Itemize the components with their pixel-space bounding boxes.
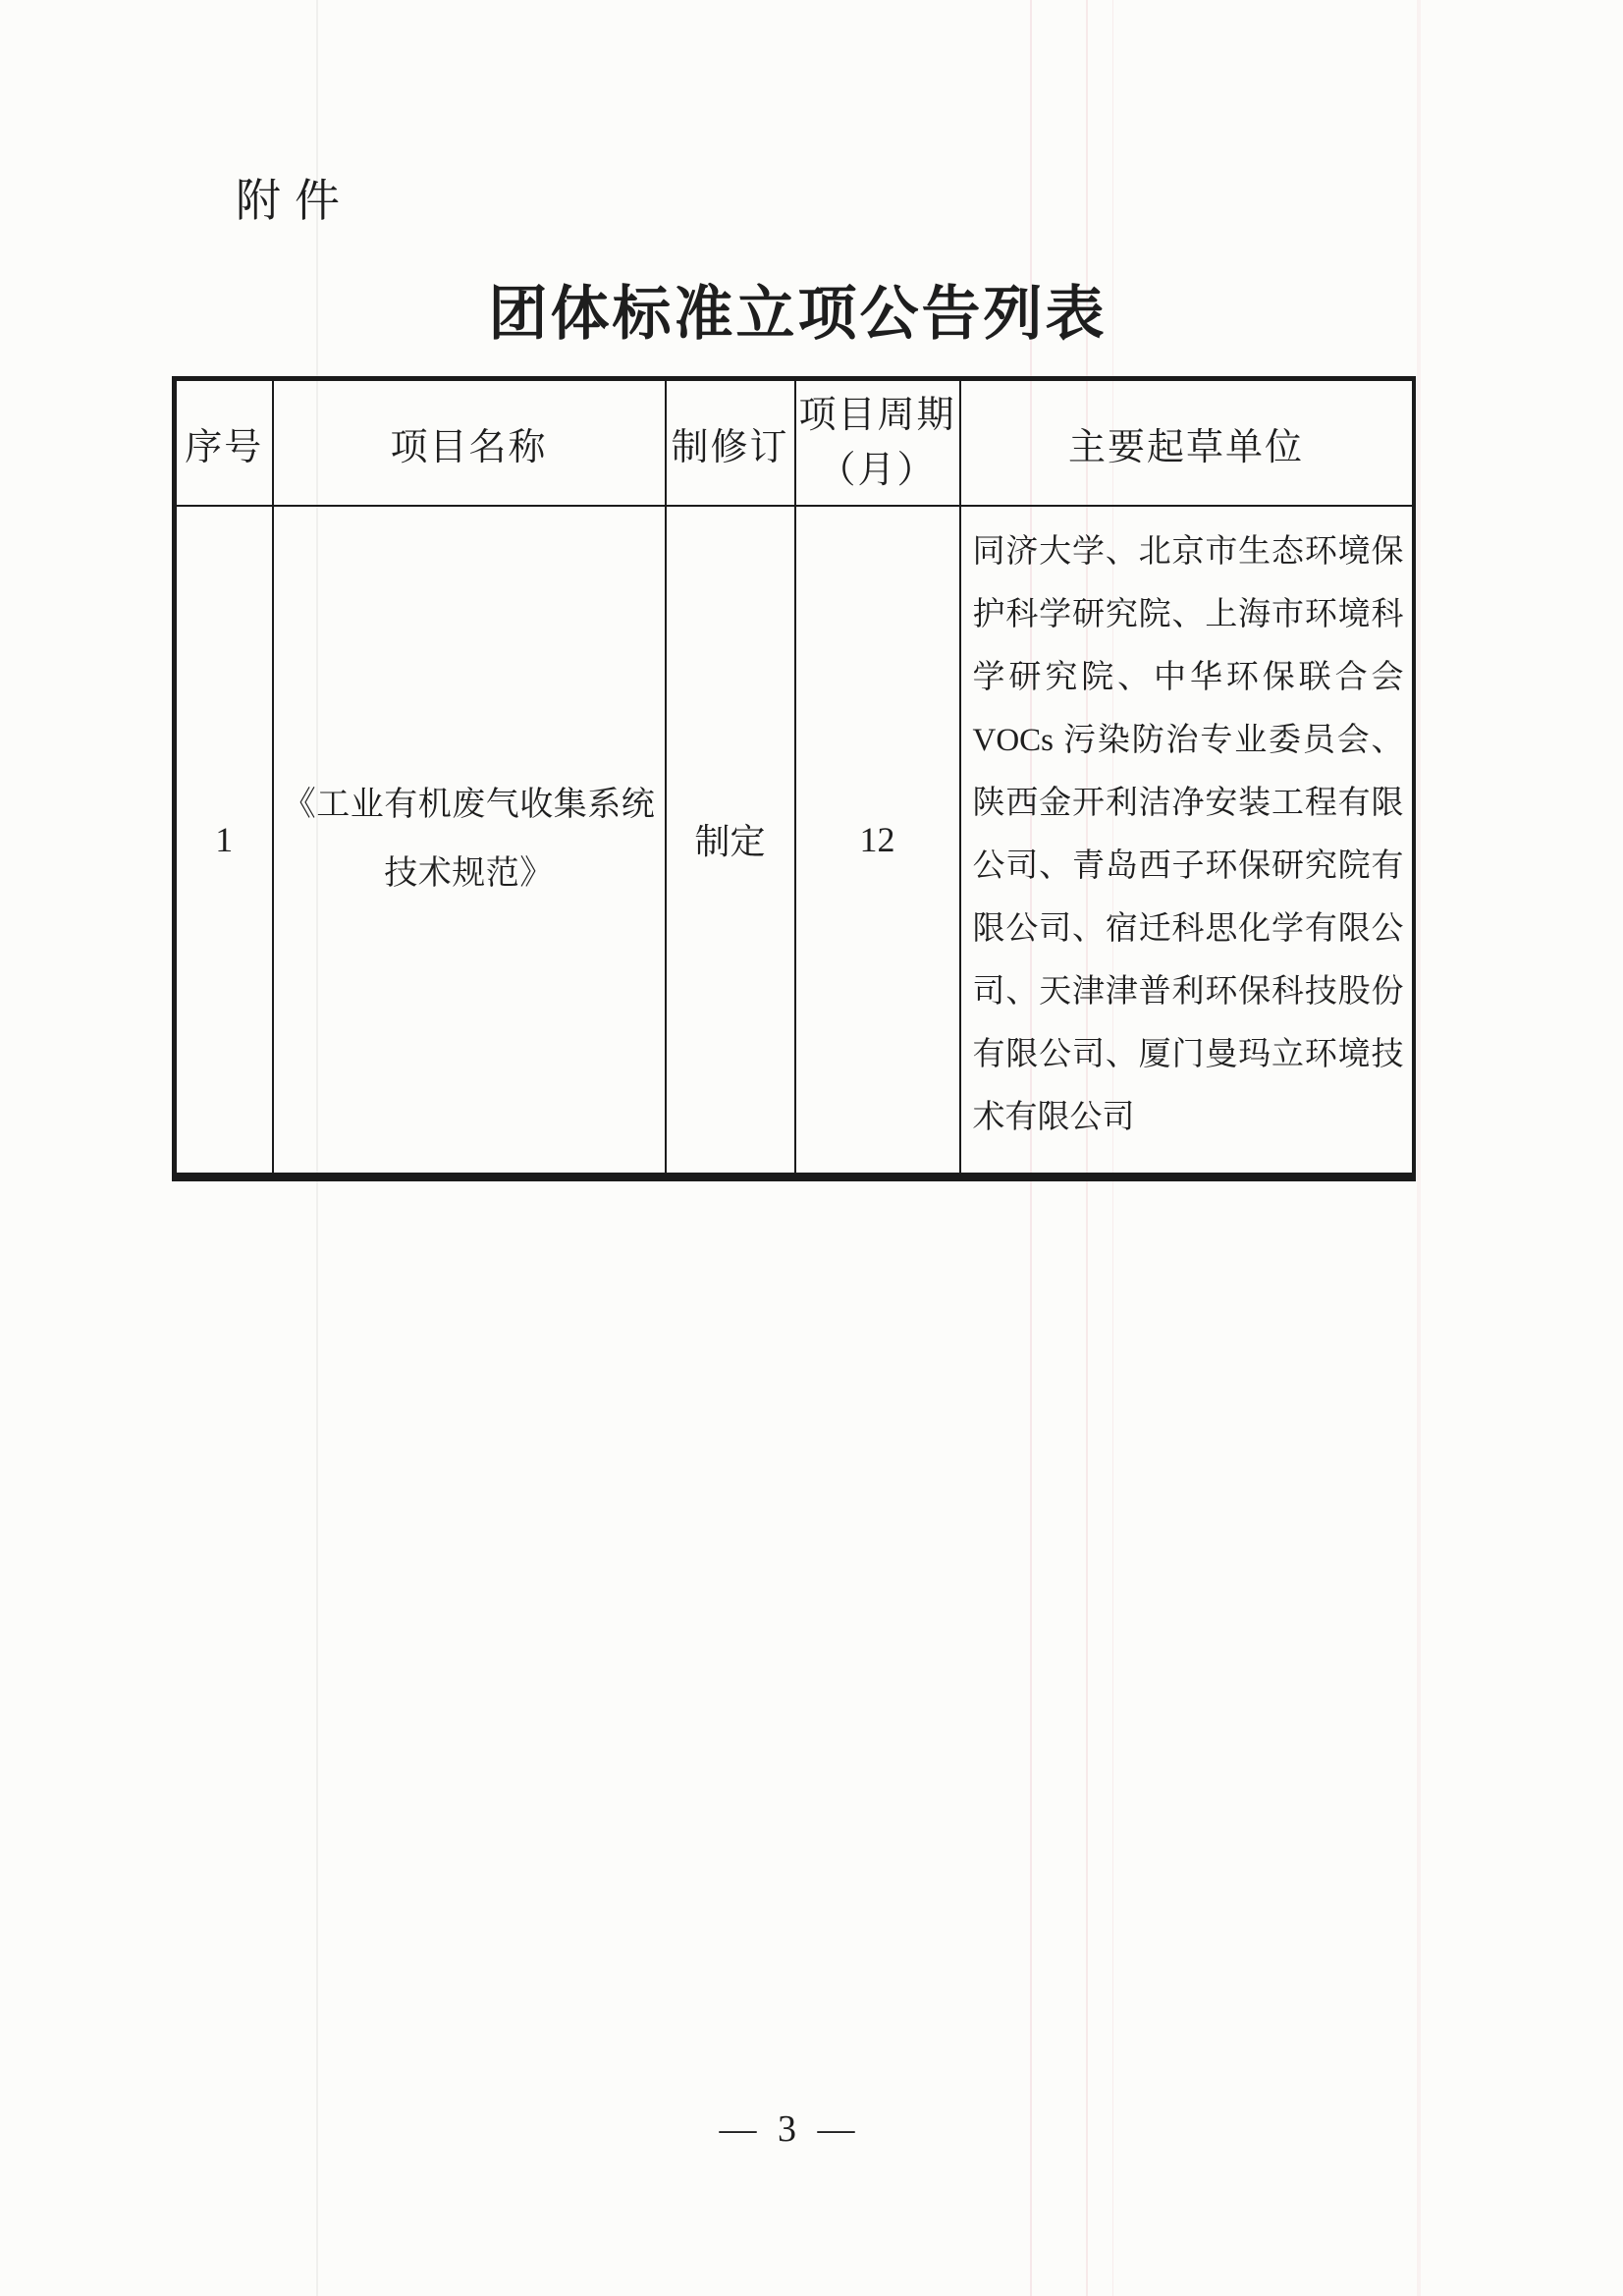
col-header-period-line1: 项目周期 xyxy=(798,395,956,436)
table-row xyxy=(175,506,1414,1176)
col-header-project-name: 项目名称 xyxy=(273,379,666,507)
col-header-index: 序号 xyxy=(175,379,273,507)
page-number: — 3 — xyxy=(719,2108,861,2150)
cell-project-name: 《工业有机废气收集系统技术规范》 xyxy=(273,506,666,1176)
col-header-drafting-units: 主要起草单位 xyxy=(960,379,1414,507)
cell-drafting-units: 同济大学、北京市生态环境保护科学研究院、上海市环境科学研究院、中华环保联合会VOCs 污染防治专业委员会、陕西金开利洁净安装工程有限公司、青岛西子环保研究院有限公司、宿迁科思化学有限公司、天津津普利环保科技股份有限公司、厦门曼玛立环境技术有限公司 xyxy=(960,506,1414,1176)
cell-period-months: 12 xyxy=(795,506,960,1176)
attachment-label: 附件 xyxy=(236,176,353,226)
standards-table xyxy=(172,376,1416,1181)
col-header-period-line2: （月） xyxy=(818,450,937,491)
doc-title: 团体标准立项公告列表 xyxy=(488,282,1108,347)
col-header-period xyxy=(795,379,960,507)
cell-revision-type: 制定 xyxy=(666,506,795,1176)
cell-index: 1 xyxy=(175,506,273,1176)
col-header-revision-type: 制修订 xyxy=(666,379,795,507)
table-header-row xyxy=(175,379,1414,507)
